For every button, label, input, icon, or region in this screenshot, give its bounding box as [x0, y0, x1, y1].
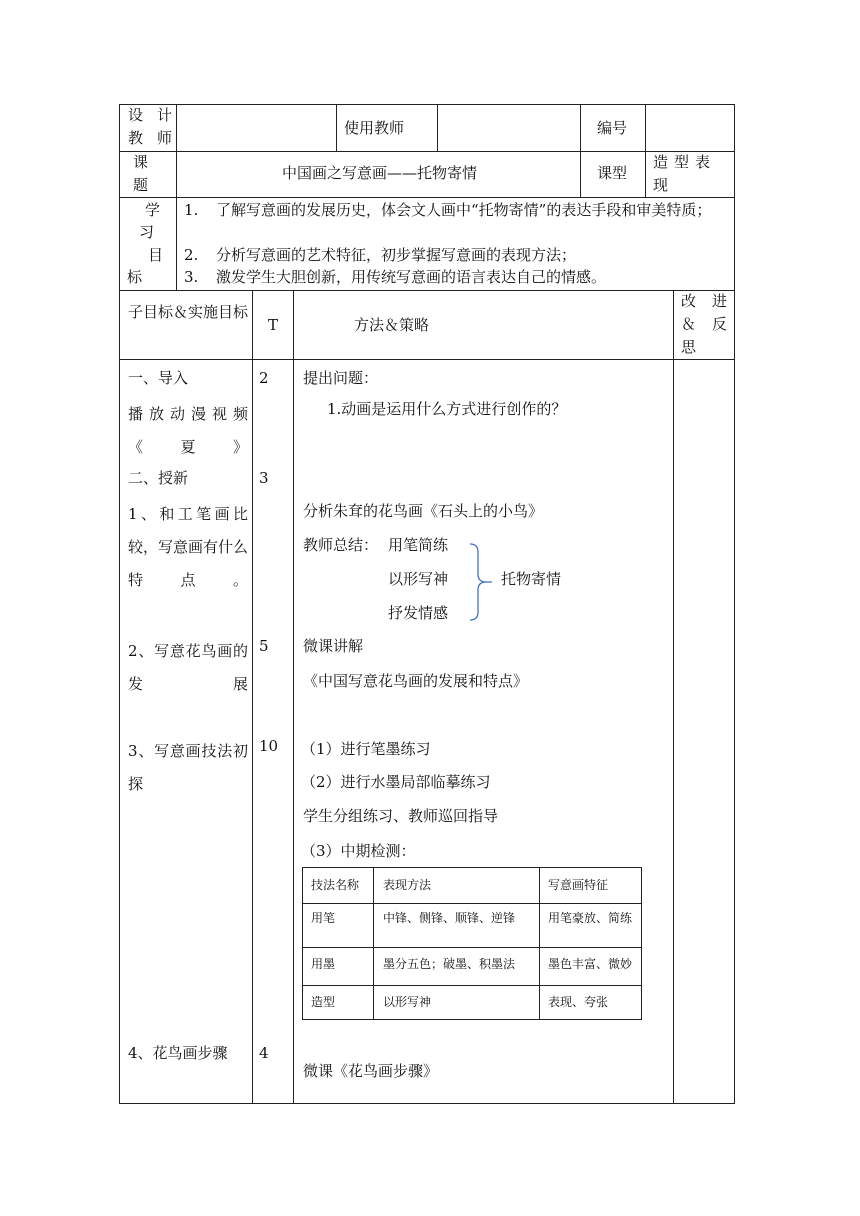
technique-cell: 墨色丰富、微妙 — [548, 957, 633, 971]
col-reflect: 改 进 ＆ 反 思 — [681, 292, 727, 356]
objective-text-2: 分析写意画的艺术特征，初步掌握写意画的表现方法； — [216, 246, 577, 264]
table-border — [119, 359, 735, 360]
table-border — [119, 104, 120, 1104]
intro-time: 2 — [259, 369, 269, 387]
technique-header-name: 技法名称 — [311, 878, 360, 892]
objective-num-3: 3. — [184, 268, 199, 286]
objectives-label-4: 标 — [127, 268, 143, 286]
objective-text-3: 激发学生大胆创新，用传统写意画的语言表达自己的情感。 — [216, 268, 607, 286]
teacher-label: 使用教师 — [344, 119, 405, 137]
number-label: 编号 — [597, 119, 628, 137]
type-label: 课型 — [597, 164, 628, 182]
s1-point-2: 以形写神 — [388, 570, 449, 588]
type-value: 造型表现 — [653, 153, 717, 194]
s4-method: 微课《花鸟画步骤》 — [303, 1062, 439, 1080]
s3-step-4: （3）中期检测： — [301, 842, 416, 860]
s3-title: 3、写意画技法初探 — [128, 742, 248, 793]
table-border — [336, 104, 337, 151]
s1-point-1: 用笔简练 — [388, 536, 449, 554]
s2-time: 5 — [259, 637, 269, 655]
table-border — [437, 104, 438, 151]
intro-method-question: 1.动画是运用什么方式进行创作的？ — [327, 400, 567, 418]
intro-method-title: 提出问题： — [303, 369, 379, 387]
designer-label: 设 计 教师 — [128, 106, 172, 147]
table-border — [119, 104, 735, 105]
objective-num-2: 2. — [184, 246, 199, 264]
table-border — [119, 290, 735, 291]
technique-cell: 用笔豪放、简练 — [548, 911, 633, 925]
s3-step-3: 学生分组练习、教师巡回指导 — [303, 807, 499, 825]
intro-detail: 播放动漫视频《夏》 — [128, 405, 248, 456]
s4-title: 4、花鸟画步骤 — [128, 1044, 228, 1062]
s1-summary-label: 教师总结： — [303, 536, 379, 554]
topic-label: 课 题 — [133, 153, 149, 194]
s3-time: 10 — [259, 737, 279, 755]
s4-time: 4 — [259, 1044, 269, 1062]
s3-step-2: （2）进行水墨局部临摹练习 — [301, 773, 491, 791]
table-border — [645, 104, 646, 197]
topic-value: 中国画之写意画——托物寄情 — [282, 164, 478, 182]
table-border — [580, 104, 581, 197]
s2-method: 微课讲解 — [303, 637, 364, 655]
technique-header-method: 表现方法 — [383, 878, 432, 892]
teach-title: 二、授新 — [128, 469, 189, 487]
technique-cell: 以形写神 — [383, 995, 432, 1009]
s1-method: 分析朱耷的花鸟画《石头上的小鸟》 — [303, 502, 544, 520]
col-sub-goal: 子目标＆实施目标 — [128, 303, 249, 321]
objectives-label-3: 目 — [148, 246, 164, 264]
table-border — [119, 151, 735, 152]
objective-text-1: 了解写意画的发展历史，体会文人画中“托物寄情”的表达手段和审美特质； — [216, 201, 712, 219]
table-border — [293, 290, 294, 1104]
technique-table — [302, 867, 642, 1020]
table-border — [673, 290, 674, 1104]
intro-title: 一、导入 — [128, 369, 189, 387]
technique-cell: 造型 — [311, 995, 336, 1009]
table-border — [119, 197, 735, 198]
s1-point-3: 抒发情感 — [388, 604, 449, 622]
objective-num-1: 1. — [184, 201, 199, 219]
col-time: T — [268, 316, 279, 334]
table-border — [119, 1103, 735, 1104]
s1-title: 1、和工笔画比较，写意画有什么特点。 — [128, 505, 249, 589]
technique-cell: 用墨 — [311, 957, 336, 971]
brace-icon — [468, 542, 494, 622]
objectives-label-2: 习 — [139, 223, 155, 241]
col-method: 方法＆策略 — [354, 316, 430, 334]
teach-time: 3 — [259, 469, 269, 487]
technique-cell: 墨分五色；破墨、积墨法 — [383, 957, 516, 971]
technique-cell: 用笔 — [311, 911, 336, 925]
table-border — [252, 290, 253, 1104]
technique-header-feature: 写意画特征 — [548, 878, 609, 892]
s1-conclusion: 托物寄情 — [501, 570, 562, 588]
technique-cell: 中锋、侧锋、顺锋、逆锋 — [383, 911, 516, 925]
table-border — [176, 104, 177, 290]
technique-cell: 表现、夸张 — [548, 995, 609, 1009]
s2-method-detail: 《中国写意花鸟画的发展和特点》 — [303, 672, 529, 690]
table-border — [734, 104, 735, 1104]
s2-title: 2、写意花鸟画的发展 — [128, 642, 248, 693]
s3-step-1: （1）进行笔墨练习 — [301, 740, 431, 758]
objectives-label-1: 学 — [145, 201, 161, 219]
